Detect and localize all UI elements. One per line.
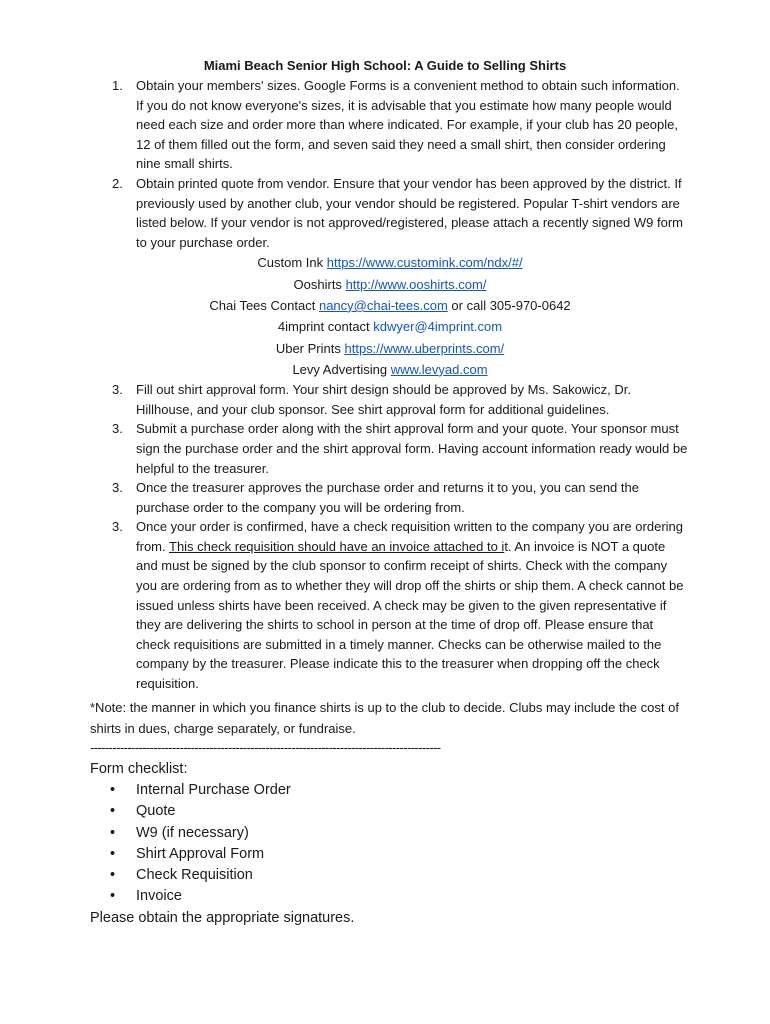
divider: ----------------------------------------------------------------------------------------------	[90, 740, 441, 755]
checklist-item: W9 (if necessary)	[136, 824, 249, 841]
list-item	[90, 76, 690, 174]
checklist-item: Invoice	[136, 888, 182, 905]
step-text: t. An invoice is NOT a quote and must be signed by the club sponsor to confirm receipt of shirts. Check with the company you are ordering from as to whether they will drop off the shirts or ship them. A check cannot be issued unless shirts have been received. A check may be given to the given representative if they are delivering the shirts to school in person at the time of drop off. Please ensure that check requisitions are submitted in a timely manner. Checks can be otherwise mailed to the company by the treasurer. Please indicate this to the treasurer when dropping off the check requisition.	[136, 538, 684, 692]
step-text: Submit a purchase order along with the shirt approval form and your quote. Your sponsor must sign the purchase order and the shirt approval form. Having account information ready would be helpful to the treasurer.	[136, 421, 688, 476]
bullet-icon: •	[110, 867, 116, 884]
vendor-line	[90, 359, 690, 380]
checklist-item: Internal Purchase Order	[136, 782, 291, 798]
vendor-line	[90, 316, 690, 337]
list-item	[90, 517, 690, 693]
underlined-text: This check requisition should have an invoice attached to i	[169, 538, 505, 554]
vendor-link[interactable]: https://www.customink.com/ndx/#/	[326, 255, 523, 271]
bullet-icon: •	[110, 803, 116, 820]
list-item	[90, 380, 690, 419]
list-item	[90, 865, 291, 886]
step-number: 3.	[112, 382, 123, 398]
step-number: 1.	[112, 78, 123, 93]
step-text: Once the treasurer approves the purchase order and returns it to you, you can send the purchase order to the company you will be ordering from.	[136, 480, 639, 515]
closing-text: Please obtain the appropriate signatures.	[90, 910, 355, 926]
vendor-link[interactable]: https://www.uberprints.com/	[344, 340, 505, 356]
vendor-name: Ooshirts	[293, 276, 342, 292]
vendor-name: Uber Prints	[275, 340, 341, 356]
list-item	[90, 823, 291, 844]
step-number: 3.	[112, 519, 123, 535]
vendor-line	[90, 295, 690, 316]
step-text: Fill out shirt approval form. Your shirt design should be approved by Ms. Sakowicz, Dr. Hillhouse, and your club sponsor. See shirt approval form for additional guidelines.	[136, 382, 631, 417]
step-text: Obtain printed quote from vendor. Ensure that your vendor has been approved by the district. If previously used by another club, your vendor should be registered. Popular T-shirt vendors are listed below. If your vendor is not approved/registered, please attach a recently signed W9 form to your purchase order.	[136, 175, 684, 250]
checklist-item: Check Requisition	[136, 867, 253, 884]
checklist-item: Quote	[136, 803, 176, 820]
step-number: 3.	[112, 421, 123, 437]
vendor-email-link[interactable]: nancy@chai-tees.com	[318, 297, 448, 313]
step-text: Once your order is confirmed, have a check requisition written to the company you are ordering from.	[136, 519, 683, 554]
bullet-icon: •	[110, 845, 116, 862]
form-checklist	[90, 780, 291, 908]
vendor-name: Chai Tees Contact	[209, 297, 316, 313]
finance-note: *Note: the manner in which you finance shirts is up to the club to decide. Clubs may include the cost of shirts in dues, charge separately, or fundraise.	[90, 700, 679, 736]
list-item	[90, 801, 291, 822]
step-number: 3.	[112, 480, 123, 496]
list-item	[90, 478, 690, 517]
vendor-phone: or call 305-970-0642	[451, 297, 571, 313]
bullet-icon: •	[110, 888, 116, 905]
checklist-item: Shirt Approval Form	[136, 845, 265, 862]
checklist-heading: Form checklist:	[90, 761, 188, 777]
vendor-email: kdwyer@4imprint.com	[373, 319, 503, 335]
step-number: 2.	[112, 175, 123, 191]
list-item	[90, 886, 291, 907]
vendor-name: Custom Ink	[257, 255, 324, 271]
list-item	[90, 174, 690, 380]
list-item	[90, 844, 291, 865]
vendor-name: 4imprint contact	[277, 319, 370, 335]
vendor-line	[90, 252, 690, 273]
list-item	[90, 780, 291, 801]
bullet-icon: •	[110, 782, 116, 798]
steps-list	[90, 76, 690, 694]
vendor-list	[90, 252, 690, 380]
vendor-link[interactable]: www.levyad.com	[390, 361, 488, 377]
vendor-name: Levy Advertising	[292, 361, 388, 377]
step-text: Obtain your members' sizes. Google Forms is a convenient method to obtain such information. If you do not know everyone's sizes, it is advisable that you estimate how many people would need each size and order more than where indicated. For example, if your club has 20 people, 12 of them filled out the form, and seven said they need a small shirt, then consider ordering nine small shirts.	[136, 78, 680, 172]
page-title: Miami Beach Senior High School: A Guide to Selling Shirts	[203, 58, 567, 73]
bullet-icon: •	[110, 824, 116, 841]
list-item	[90, 419, 690, 478]
vendor-line	[90, 338, 690, 359]
vendor-line	[90, 274, 690, 295]
vendor-link[interactable]: http://www.ooshirts.com/	[345, 276, 487, 292]
